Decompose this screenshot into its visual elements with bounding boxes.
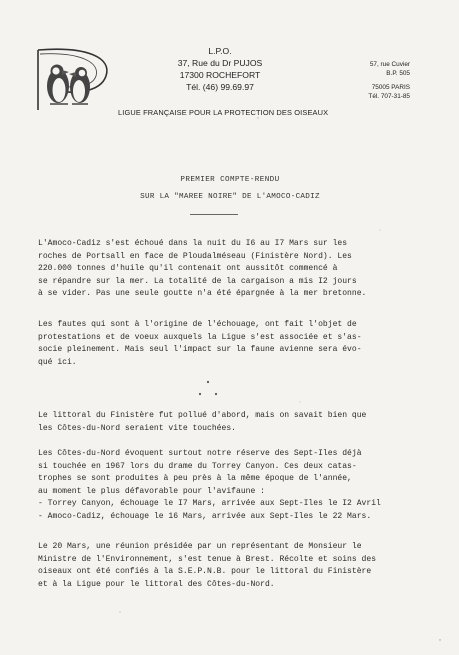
address-line: 37, Rue du Dr PUJOS (177, 58, 263, 68)
report-subtitle: SUR LA "MAREE NOIRE" DE L'AMOCO-CADIZ (140, 193, 320, 201)
separator-dots (196, 379, 236, 399)
text-line: L'Amoco-Cadiz s'est échoué dans la nuit du I6 au I7 Mars sur les (38, 239, 348, 248)
paragraph-4 (38, 448, 428, 524)
paragraph-1 (38, 238, 428, 301)
paris-street: 57, rue Cuvier (369, 61, 410, 68)
paris-po-box: B.P. 505 (386, 70, 410, 78)
paragraph-2 (38, 319, 428, 369)
address-line: 17300 ROCHEFORT (179, 70, 261, 80)
title-underline (190, 214, 238, 215)
rochefort-address (160, 45, 280, 93)
lpo-puffin-logo (28, 44, 112, 114)
text-line: - Torrey Canyon, échouage le I7 Mars, arrivée aux Sept-Iles le I2 Avril (38, 499, 381, 509)
text-line: socie pleinement. Mais seul l'impact sur la faune avienne sera évo- (38, 345, 362, 355)
text-line: oiseaux ont été confiés à la S.E.P.N.B. pour le littoral du Finistère (38, 567, 372, 577)
paris-city: 75005 PARIS (371, 83, 410, 91)
paris-phone: Tél. 707-31-85 (368, 93, 410, 101)
text-line: et à la Ligue pour le littoral des Côtes-du-Nord. (38, 579, 275, 589)
text-line: trophes se sont produites à peu près à la même époque de l'année, (38, 474, 352, 484)
text-line: au moment le plus défavorable pour l'avifaune : (38, 486, 265, 496)
text-line: les Côtes-du-Nord seraient vite touchées. (38, 423, 236, 433)
text-line: Le littoral du Finistère fut pollué d'abord, mais on savait bien que (38, 411, 367, 420)
text-line: à se vider. Pas une seule goutte n'a été épargnée à la mer bretonne. (38, 289, 367, 299)
text-line: si touchée en 1967 lors du drame du Torrey Canyon. Ces deux catas- (38, 461, 357, 471)
paris-address (348, 60, 410, 102)
paragraph-3 (38, 410, 428, 435)
ligue-name: LIGUE FRANÇAISE POUR LA PROTECTION DES OISEAUX (118, 108, 329, 117)
org-short-name: L.P.O. (208, 46, 232, 56)
text-line: Le 20 Mars, une réunion présidée par un représentant de Monsieur le (38, 542, 362, 551)
text-line: Ministre de l'Environnement, s'est tenue à Brest. Récolte et soins des (38, 554, 377, 564)
text-line: 220.000 tonnes d'huile qu'il contenait ont aussitôt commencé à (38, 264, 338, 274)
text-line: Les Côtes-du-Nord évoquent surtout notre réserve des Sept-Iles déjà (38, 449, 362, 458)
paragraph-5 (38, 541, 428, 591)
text-line: roches de Portsall en face de Ploudalméseau (Finistère Nord). Les (38, 251, 352, 261)
phone-line: Tél. (46) 99.69.97 (186, 82, 254, 92)
text-line: se répandre sur la mer. La totalité de la cargaison a mis I2 jours (38, 276, 357, 286)
report-title: PREMIER COMPTE-RENDU (180, 176, 280, 184)
text-line: Les fautes qui sont à l'origine de l'échouage, ont fait l'objet de (38, 320, 357, 329)
text-line: protestations et de voeux auxquels la Ligue s'est associée et s'as- (38, 332, 362, 342)
text-line: - Amoco-Cadiz, échouage le 16 Mars, arrivée aux Sept-Iles le 22 Mars. (38, 511, 372, 521)
text-line: qué ici. (38, 357, 77, 367)
